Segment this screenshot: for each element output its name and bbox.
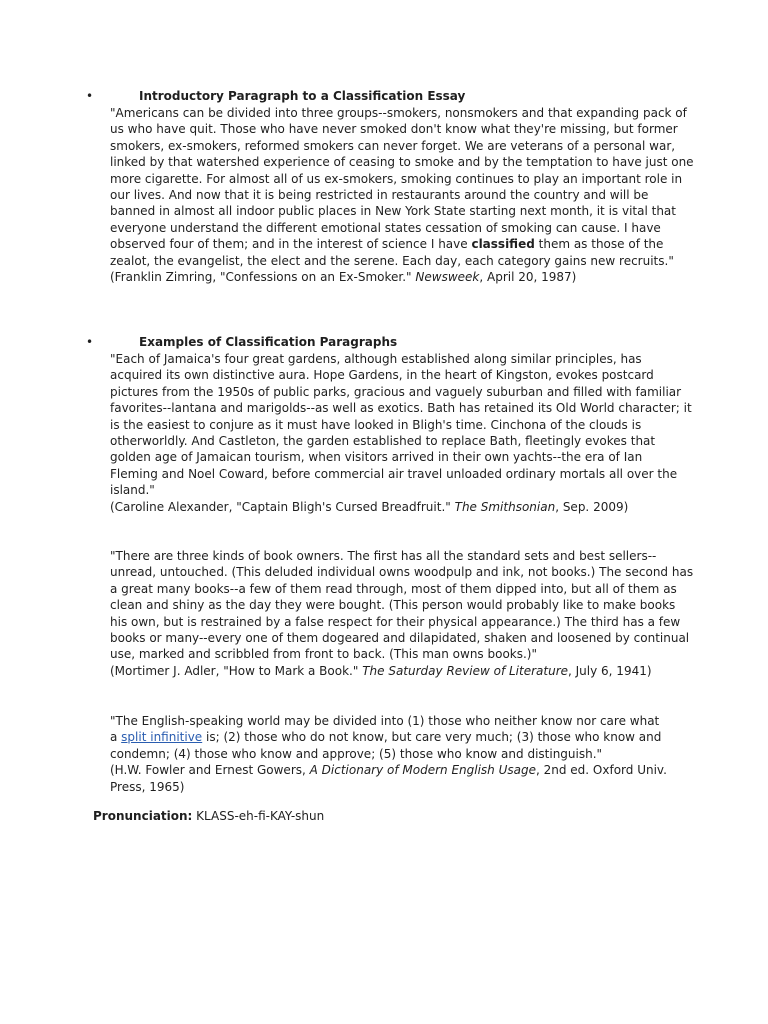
text-line: banned in almost all indoor public places in New York State starting next month, it is vital that xyxy=(110,204,676,219)
text-line: clean and shiny as the day they were bought. (This person would probably like to make books xyxy=(110,598,676,613)
text-line: condemn; (4) those who know and approve; (5) those who know and distinguish." xyxy=(110,746,603,761)
text-line: "Americans can be divided into three groups--smokers, nonsmokers and that expanding pack of xyxy=(110,106,687,120)
citation-text: (Caroline Alexander, "Captain Bligh's Cursed Breadfruit." xyxy=(110,499,455,514)
text-line: "Each of Jamaica's four great gardens, although established along similar principles, has xyxy=(110,352,642,366)
text-line: use, marked and scribbled from front to back. (This man owns books.)" xyxy=(110,647,538,662)
citation-date: , Sep. 2009) xyxy=(555,499,629,514)
pronunciation-label: Pronunciation: xyxy=(93,809,193,823)
citation xyxy=(110,499,682,515)
citation-source: The Saturday Review of Literature xyxy=(362,663,569,678)
pronunciation-line xyxy=(93,808,324,824)
text-line xyxy=(110,236,682,252)
text-span: a xyxy=(110,730,122,745)
quote-paragraph xyxy=(110,548,694,679)
text-line: our lives. And now that it is being restricted in restaurants around the country and will be xyxy=(110,188,649,203)
text-line: smokers, ex-smokers, reformed smokers can never forget. We are veterans of a personal war, xyxy=(110,138,676,153)
text-line: pictures from the 1950s of public parks, gracious and vaguely suburban and filled with familiar xyxy=(110,384,682,399)
text-line: his own, but is restrained by a false respect for their physical appearance.) The third has a few xyxy=(110,614,681,629)
text-line: a great many books--a few of them read through, most of them dipped into, but all of them as xyxy=(110,581,677,596)
citation-date: , 2nd ed. Oxford Univ. xyxy=(536,763,667,778)
citation-text: (H.W. Fowler and Ernest Gowers, xyxy=(110,763,310,778)
text-line: books or many--every one of them dogeared and dilapidated, shaken and loosened by continual xyxy=(110,631,690,646)
quote-paragraph xyxy=(110,105,694,285)
citation-source: Newsweek xyxy=(415,270,480,285)
bold-term: classified xyxy=(471,237,535,252)
text-line: linked by that watershed experience of ceasing to smoke and by the temptation to have just one xyxy=(110,155,694,170)
text-line: Fleming and Noel Coward, before commercial air travel unloaded ordinary mortals all over the xyxy=(110,466,678,481)
text-line: us who have quit. Those who have never smoked don't know what they're missing, but former xyxy=(110,122,678,137)
text-line: island." xyxy=(110,483,155,498)
citation-continued: Press, 1965) xyxy=(110,779,185,794)
text-line: otherworldly. And Castleton, the garden established to replace Bath, fleetingly evokes that xyxy=(110,434,656,449)
text-span: them as those of the xyxy=(534,237,664,252)
text-line: "The English-speaking world may be divided into (1) those who neither know nor care what xyxy=(110,714,660,728)
citation-source: A Dictionary of Modern English Usage xyxy=(309,763,536,778)
bullet-marker: • xyxy=(86,335,94,349)
citation xyxy=(110,762,682,778)
bullet-marker: • xyxy=(86,89,94,103)
pronunciation-value: KLASS-eh-fi-KAY-shun xyxy=(192,809,325,823)
text-span: is; (2) those who do not know, but care very much; (3) those who know and xyxy=(202,730,662,745)
text-line: golden age of Jamaican tourism, when visitors arrived in their own yachts--the era of Ian xyxy=(110,450,643,465)
text-line: is the easiest to conjure as it must have looked in Bligh's time. Cinchona of the clouds is xyxy=(110,417,642,432)
text-line: "There are three kinds of book owners. The first has all the standard sets and best sellers-- xyxy=(110,549,657,563)
citation xyxy=(110,663,682,679)
citation xyxy=(110,269,682,285)
section-heading: Introductory Paragraph to a Classification Essay xyxy=(139,89,466,103)
text-line: more cigarette. For almost all of us ex-smokers, smoking continues to play an important role in xyxy=(110,171,683,186)
citation-text: (Mortimer J. Adler, "How to Mark a Book." xyxy=(110,663,363,678)
text-line: favorites--lantana and marigolds--as well as exotics. Bath has retained its Old World character; it xyxy=(110,401,692,416)
citation-source: The Smithsonian xyxy=(454,499,556,514)
citation-date: , April 20, 1987) xyxy=(479,270,577,285)
text-line xyxy=(110,729,682,745)
text-line: unread, untouched. (This deluded individual owns woodpulp and ink, not books.) The second has xyxy=(110,565,694,580)
split-infinitive-link[interactable]: split infinitive xyxy=(121,730,203,745)
section-heading: Examples of Classification Paragraphs xyxy=(139,335,398,349)
citation-text: (Franklin Zimring, "Confessions on an Ex-Smoker." xyxy=(110,270,416,285)
citation-date: , July 6, 1941) xyxy=(568,663,652,678)
text-line: zealot, the evangelist, the elect and the serene. Each day, each category gains new recruits." xyxy=(110,253,674,268)
quote-paragraph xyxy=(110,351,692,515)
text-span: observed four of them; and in the interest of science I have xyxy=(110,237,472,252)
text-line: everyone understand the different emotional states cessation of smoking can cause. I have xyxy=(110,220,661,235)
quote-paragraph xyxy=(110,713,682,795)
text-line: acquired its own distinctive aura. Hope Gardens, in the heart of Kingston, evokes postcard xyxy=(110,368,654,383)
